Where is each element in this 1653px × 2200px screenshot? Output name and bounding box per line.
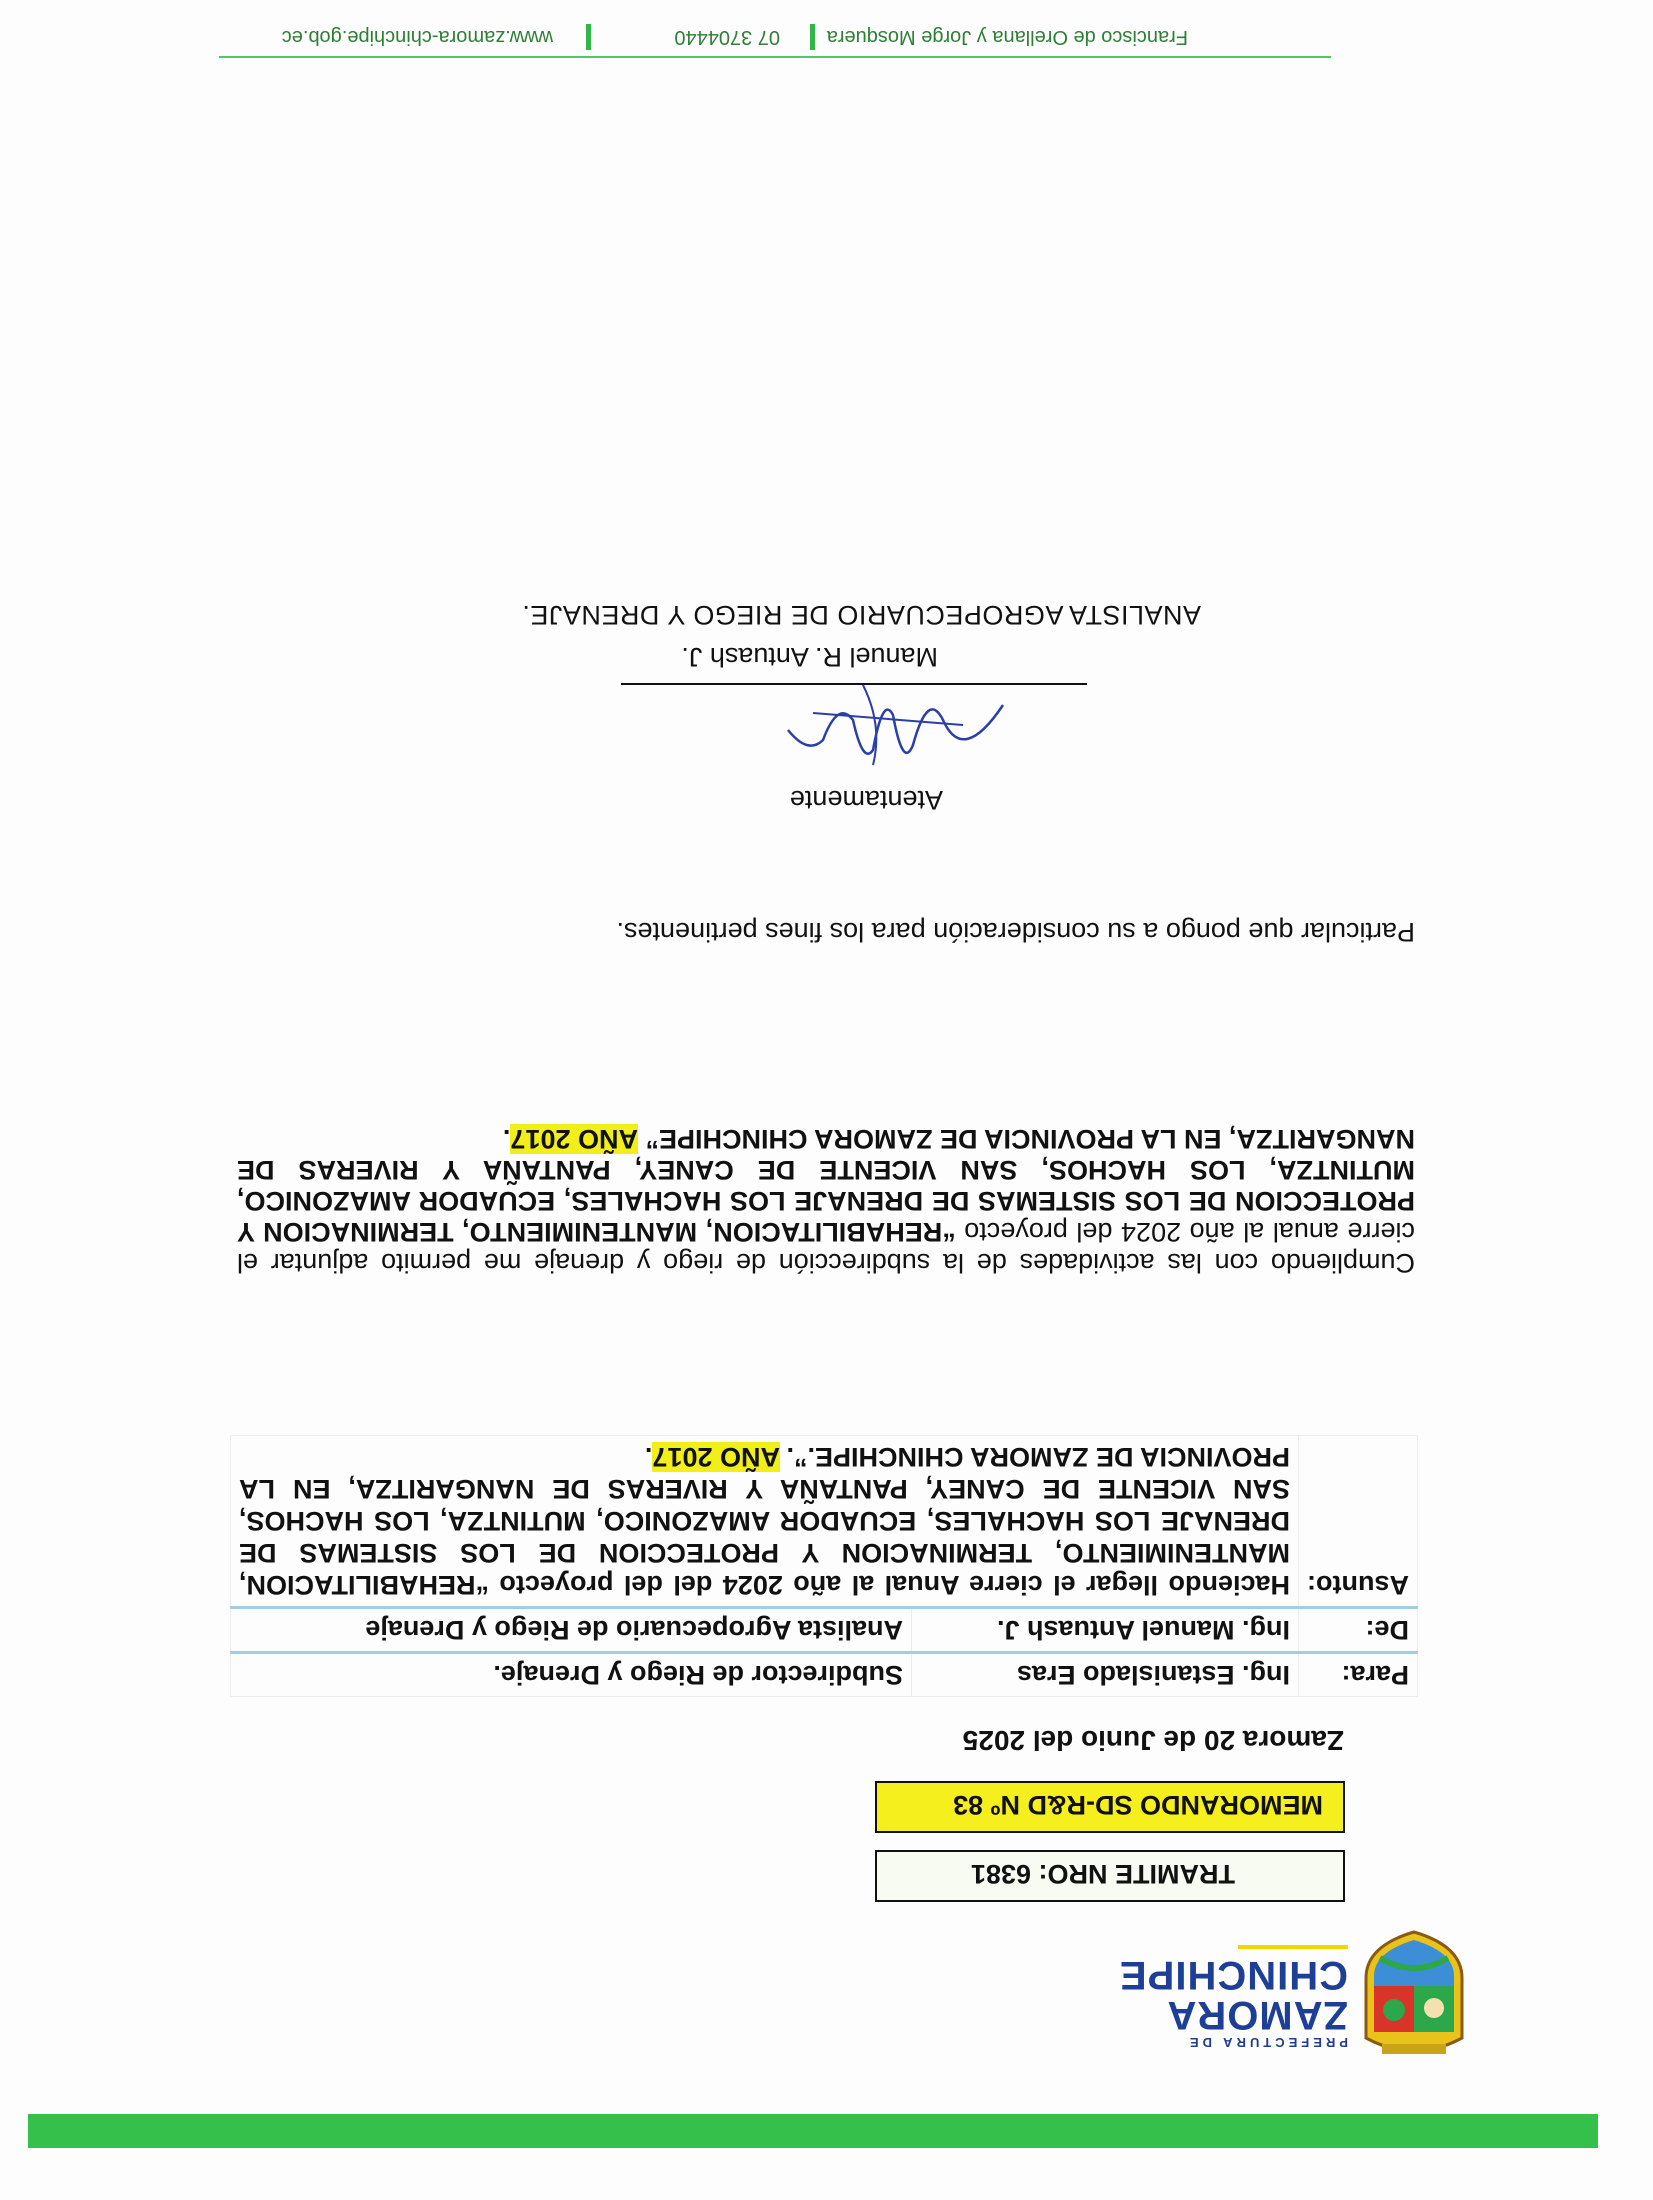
footer-phone: 07 3704440 — [674, 26, 780, 48]
body-end: . — [502, 1124, 511, 1154]
wordmark-line2: CHINCHIPE — [1118, 1953, 1348, 1997]
de-row — [231, 1608, 1418, 1653]
memo-header-table — [230, 1435, 1418, 1697]
tramite-number-box: TRAMITE NRO: 6381 — [875, 1850, 1345, 1902]
para-label: Para: — [1299, 1653, 1418, 1697]
de-label: De: — [1299, 1608, 1418, 1653]
para-row — [231, 1653, 1418, 1697]
footer-separator — [586, 24, 591, 50]
wordmark-line1: ZAMORA — [1166, 1993, 1348, 2037]
footer-address: Francisco de Orellana y Jorge Mosquera — [826, 26, 1188, 48]
memorando-number-box: MEMORANDO SD-R&D Nº 83 — [875, 1781, 1345, 1833]
asunto-cell — [231, 1436, 1299, 1608]
asunto-year-highlight: AÑO 2017 — [652, 1442, 780, 1472]
body-intro: Cumpliendo con las actividades de la subdirección de riego y drenaje me permito adjuntar el cierre anual al año 2024 del proyecto — [237, 1217, 1415, 1278]
body-project-name: “REHABILITACION, MANTENIMIENTO, TERMINACION Y PROTECCION DE LOS SISTEMAS DE DRENAJE LOS HACHALES, ECUADOR AMAZONICO, MUTINTZA, LOS HACHOS, SAN VICENTE DE CANEY, PANTAÑA Y RIVERAS DE NANGARITZA, EN LA PROVINCIA DE ZAMORA CHINCHIPE” — [236, 1124, 1415, 1247]
handwritten-signature — [773, 680, 1023, 775]
wordmark-yellow-bar — [1238, 1945, 1348, 1949]
signature-line — [621, 683, 1087, 685]
asunto-end: . — [644, 1442, 653, 1472]
footer-green-line — [219, 56, 1331, 58]
prefectura-wordmark — [1068, 1945, 1348, 2050]
signer-title: ANALISTA AGROPECUARIO DE RIEGO Y DRENAJE. — [521, 600, 1201, 630]
closing-sentence: Particular que pongo a su consideración para los fines pertinentes. — [616, 917, 1415, 947]
header-green-band — [28, 2114, 1598, 2148]
atentamente-label: Atentamente — [789, 785, 943, 815]
asunto-row — [231, 1436, 1418, 1608]
asunto-label: Asunto: — [1299, 1436, 1418, 1608]
prefectura-shield-logo — [1358, 1930, 1470, 2058]
footer-separator — [810, 24, 815, 50]
body-year-highlight: AÑO 2017 — [510, 1124, 638, 1154]
asunto-text: Haciendo llegar el cierre Anual al año 2024 del del proyecto “REHABILITACION, MANTENIMIENTO, TERMINACION Y PROTECCION DE LOS SISTEMAS DE DRENAJE LOS HACHALES, ECUADOR AMAZONICO, MUTINTZA, LOS HACHOS, SAN VICENTE DE CANEY, PANTAÑA Y RIVERAS DE NANGARITZA, EN LA PROVINCIA DE ZAMORA CHINCHIPE.”. — [239, 1442, 1291, 1600]
de-role: Analista Agropecuario de Riego y Drenaje — [231, 1608, 912, 1653]
footer-website: www.zamora-chinchipe.gob.ec — [281, 26, 553, 48]
memo-body-paragraph — [237, 1123, 1415, 1278]
signer-name: Manuel R. Antuash J. — [681, 642, 938, 672]
para-role: Subdirector de Riego y Drenaje. — [231, 1653, 912, 1697]
memo-date: Zamora 20 de Junio del 2025 — [962, 1725, 1344, 1756]
para-name: Ing. Estanislado Eras — [912, 1653, 1299, 1697]
wordmark-prefix: PREFECTURA DE — [1185, 2035, 1348, 2050]
de-name: Ing. Manuel Antuash J. — [912, 1608, 1299, 1653]
